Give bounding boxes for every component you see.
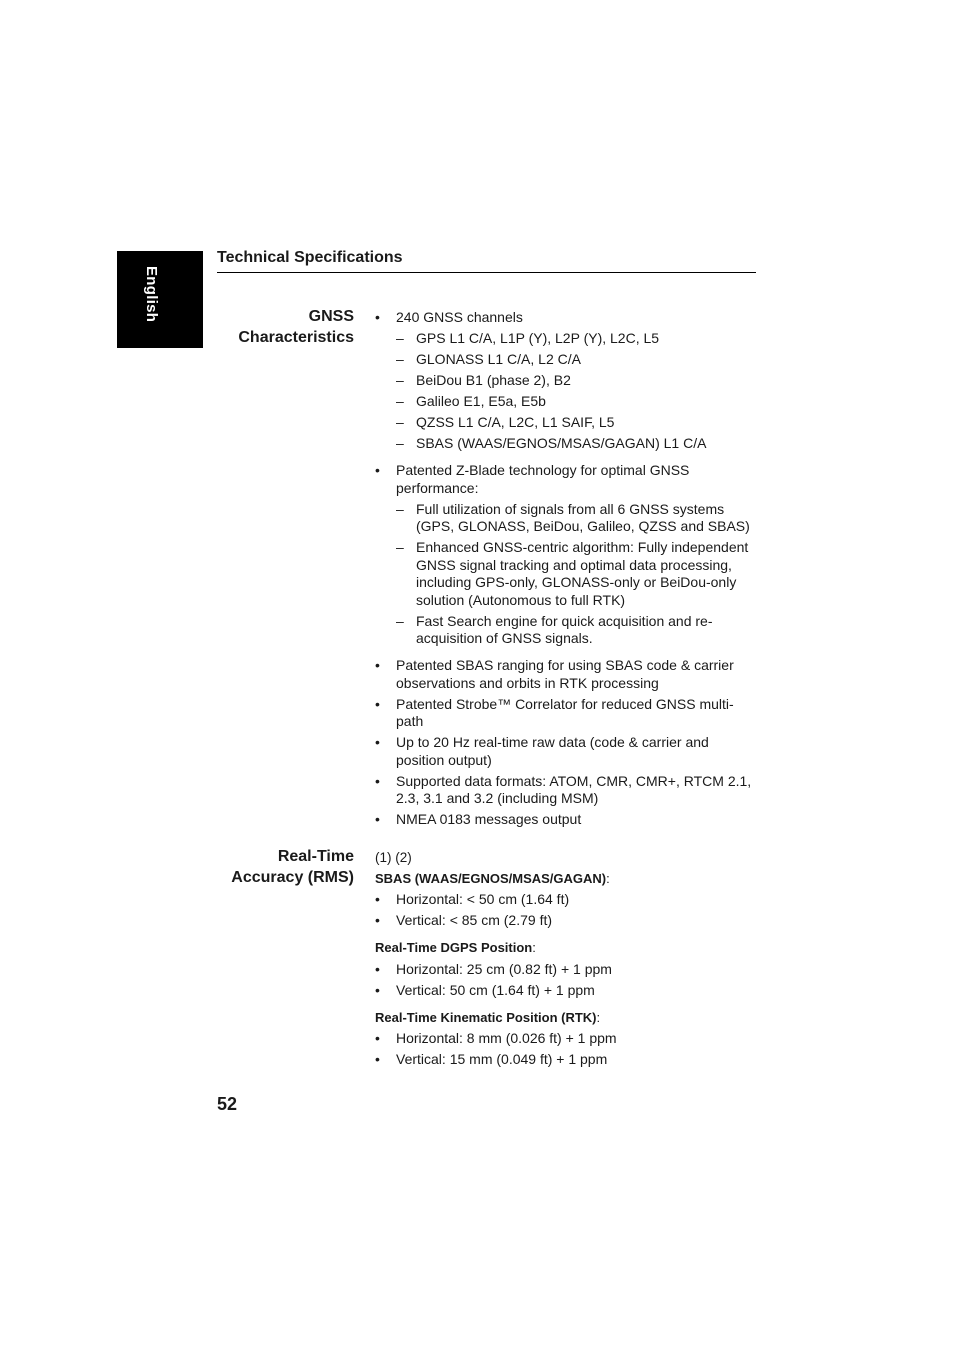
list-item: • 240 GNSS channels <box>375 309 757 327</box>
list-item: • Patented Z-Blade technology for optimal GNSS performance: <box>375 462 757 497</box>
language-tab-label: English <box>143 266 160 323</box>
list-item: – Full utilization of signals from all 6 GNSS systems (GPS, GLONASS, BeiDou, Galileo, QZSS and SBAS) <box>375 501 757 536</box>
page-header <box>217 247 756 273</box>
list-item: – Enhanced GNSS-centric algorithm: Fully independent GNSS signal tracking and optimal data processing, including GPS-only, GLONASS-only or BeiDou-only solution (Autonomous to full RTK) <box>375 539 757 609</box>
list-item: • Horizontal: 8 mm (0.026 ft) + 1 ppm <box>375 1030 757 1048</box>
gnss-channels-list <box>375 309 757 453</box>
footnote-refs: (1) (2) <box>375 850 412 865</box>
list-item: • Vertical: < 85 cm (2.79 ft) <box>375 912 757 930</box>
list-item: – QZSS L1 C/A, L2C, L1 SAIF, L5 <box>375 414 757 432</box>
list-item: • Supported data formats: ATOM, CMR, CMR+, RTCM 2.1, 2.3, 3.1 and 3.2 (including MSM) <box>375 773 757 808</box>
dgps-heading: Real-Time DGPS Position: <box>375 940 536 955</box>
list-item: • NMEA 0183 messages output <box>375 811 757 829</box>
page-number: 52 <box>217 1094 238 1114</box>
list-item: • Vertical: 15 mm (0.049 ft) + 1 ppm <box>375 1051 757 1069</box>
accuracy-section-content <box>375 849 757 1072</box>
accuracy-section-label: Real-Time Accuracy (RMS) <box>231 848 354 886</box>
list-item: • Horizontal: 25 cm (0.82 ft) + 1 ppm <box>375 961 757 979</box>
page-title: Technical Specifications <box>217 249 403 266</box>
list-item: – SBAS (WAAS/EGNOS/MSAS/GAGAN) L1 C/A <box>375 435 757 453</box>
rtk-heading: Real-Time Kinematic Position (RTK): <box>375 1009 601 1025</box>
list-item: • Vertical: 50 cm (1.64 ft) + 1 ppm <box>375 982 757 1000</box>
list-item: – GLONASS L1 C/A, L2 C/A <box>375 351 757 369</box>
list-item: – Fast Search engine for quick acquisition and re-acquisition of GNSS signals. <box>375 613 757 648</box>
list-item: • Up to 20 Hz real-time raw data (code & carrier and position output) <box>375 734 757 769</box>
sbas-heading: SBAS (WAAS/EGNOS/MSAS/GAGAN): <box>375 870 610 886</box>
list-item: • Horizontal: < 50 cm (1.64 ft) <box>375 891 757 909</box>
gnss-section-label: GNSS Characteristics <box>238 308 354 346</box>
features-list <box>375 657 757 829</box>
list-item: – BeiDou B1 (phase 2), B2 <box>375 372 757 390</box>
language-tab <box>117 251 203 348</box>
sbas-list <box>375 891 757 930</box>
gnss-section-content <box>375 309 757 832</box>
list-item: • Patented Strobe™ Correlator for reduced GNSS multi-path <box>375 696 757 731</box>
list-item: • Patented SBAS ranging for using SBAS code & carrier observations and orbits in RTK processing <box>375 657 757 692</box>
zblade-list <box>375 462 757 648</box>
rtk-list <box>375 1030 757 1069</box>
dgps-list <box>375 961 757 1000</box>
list-item: – GPS L1 C/A, L1P (Y), L2P (Y), L2C, L5 <box>375 330 757 348</box>
list-item: – Galileo E1, E5a, E5b <box>375 393 757 411</box>
